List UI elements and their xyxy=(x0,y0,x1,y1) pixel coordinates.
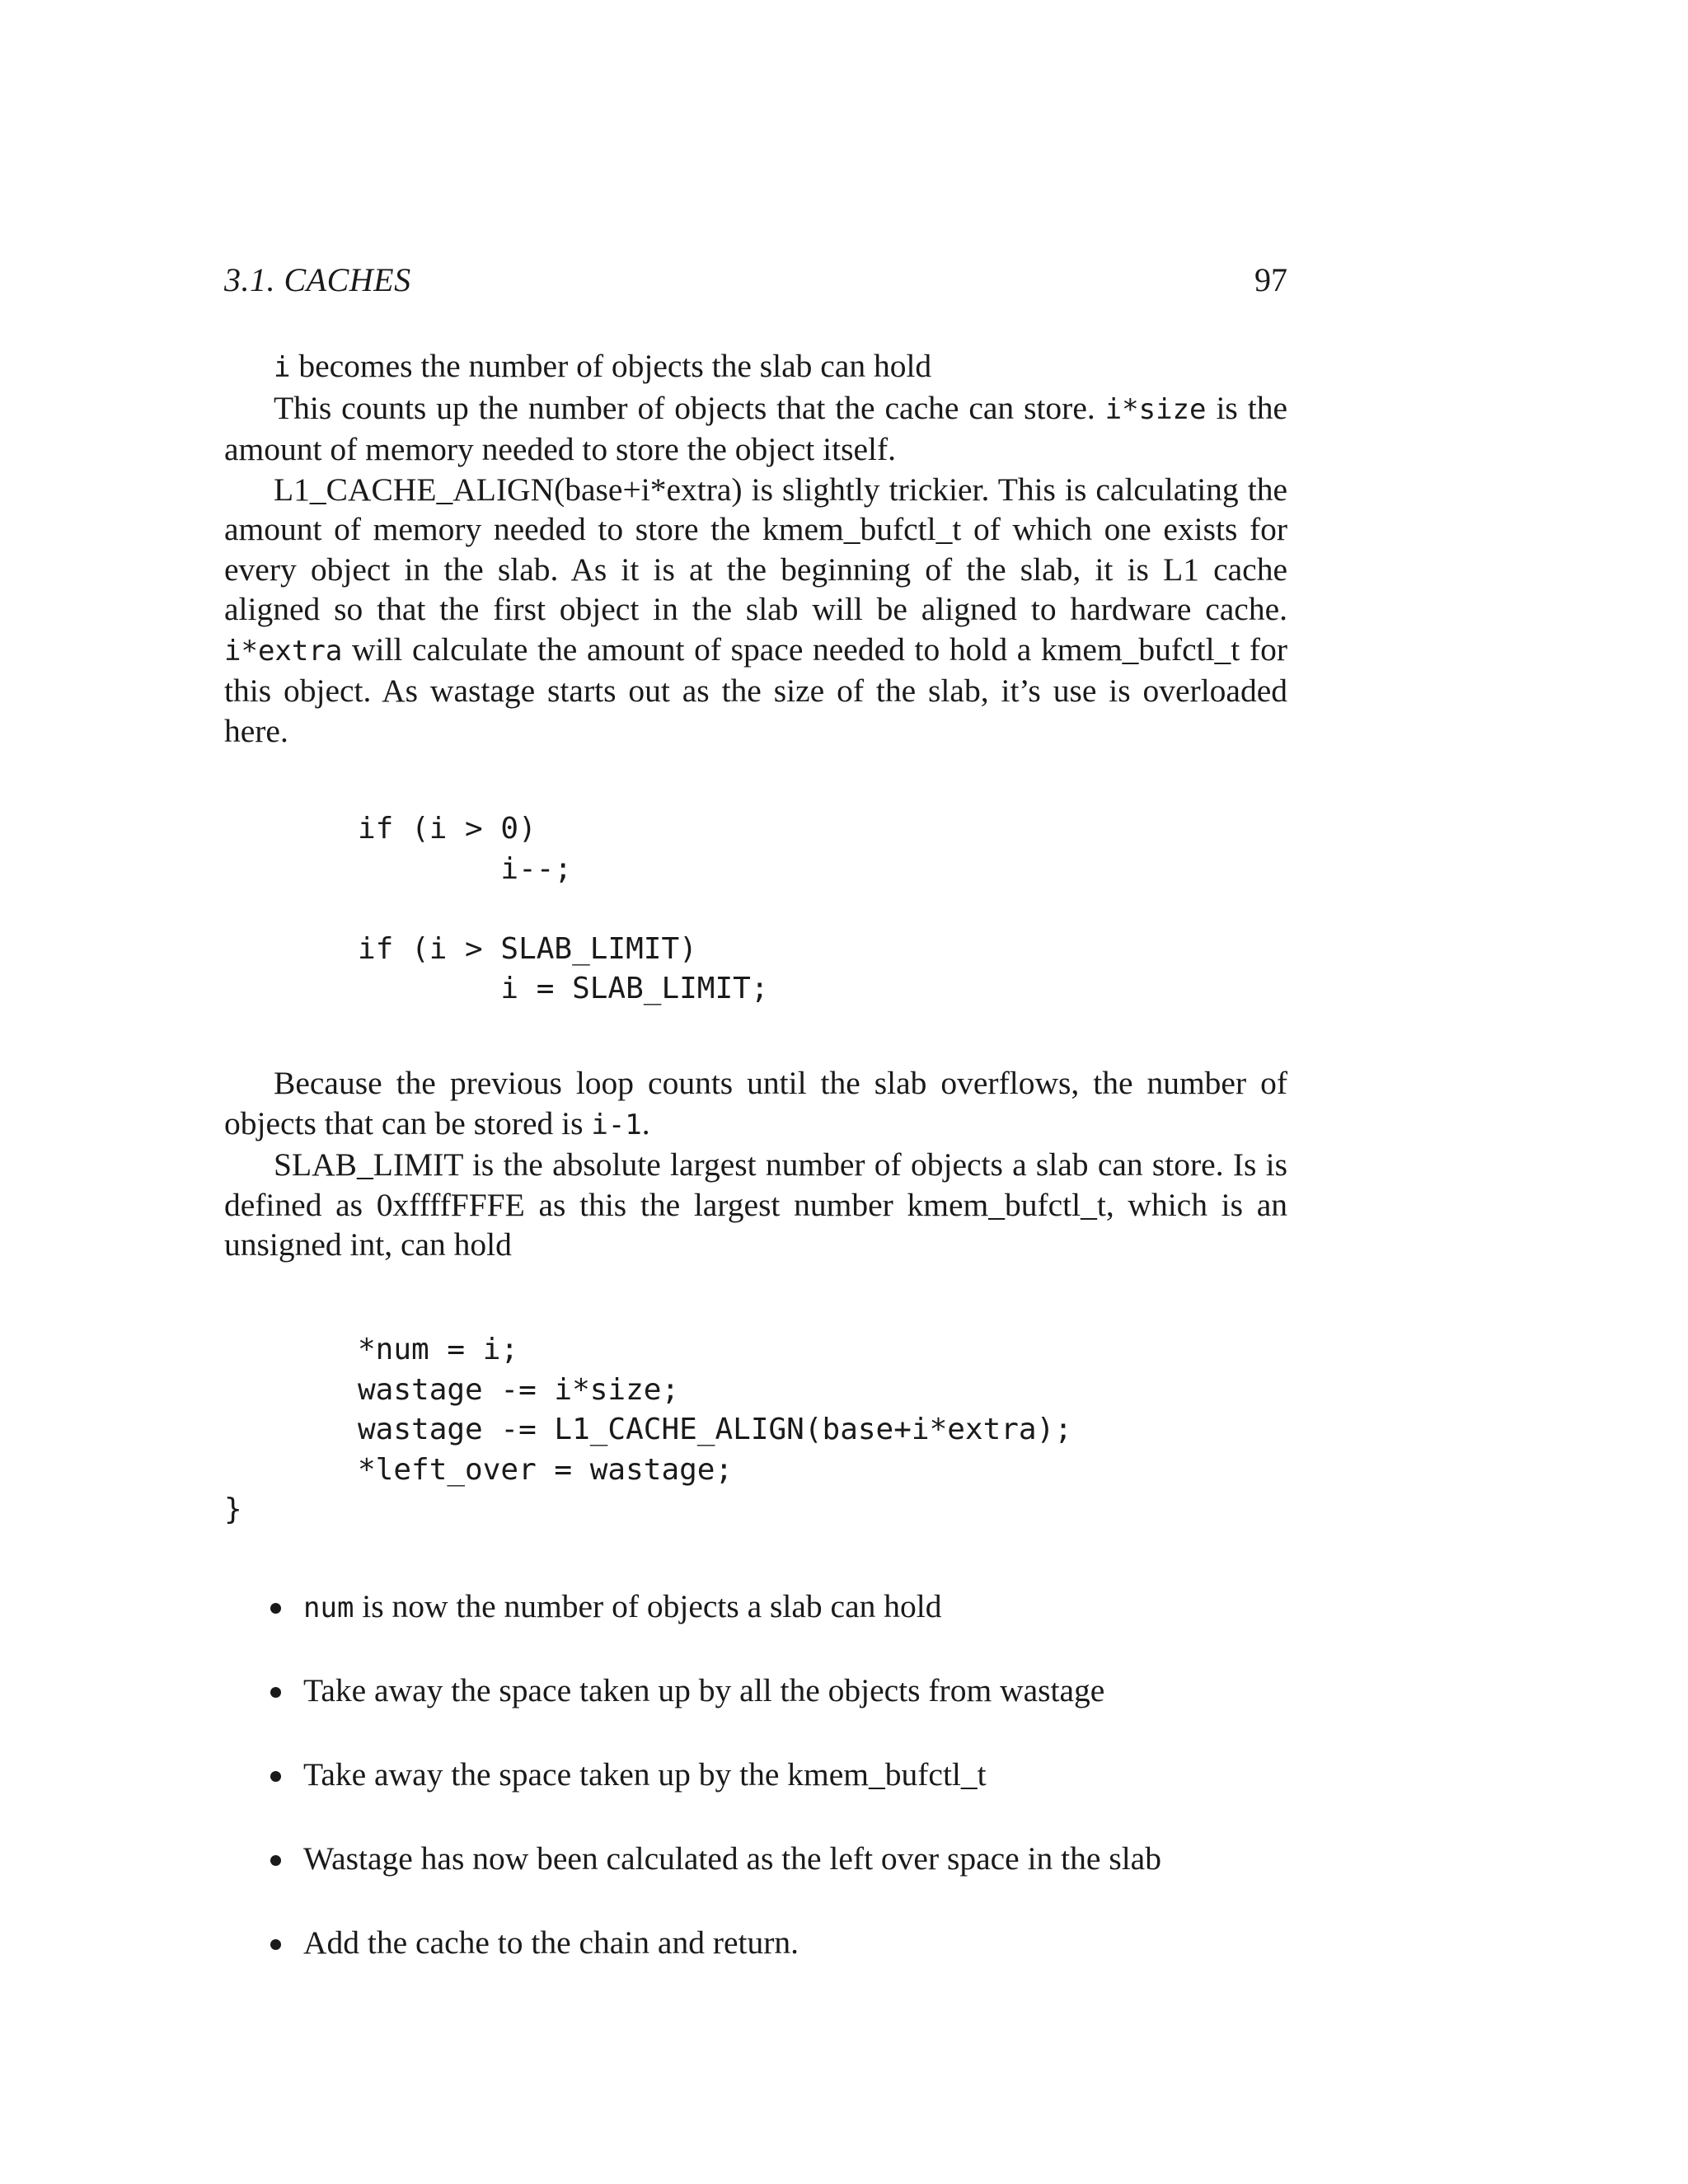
paragraph-i-becomes xyxy=(224,346,1287,388)
list-item xyxy=(224,1586,1287,1627)
paragraph-text: L1_CACHE_ALIGN(base+i*extra) is slightly trickier. This is calculating the amount of memory needed to store the kmem_bufctl_t of which one exists for every object in the slab. As it is at the beginning of the slab, it is L1 cache aligned so that the first object in the slab will be aligned to hardware cache. xyxy=(224,471,1287,627)
paragraph-text: becomes the number of objects the slab can hold xyxy=(290,348,932,384)
list-item-text: Take away the space taken up by all the objects from wastage xyxy=(303,1672,1105,1708)
closing-brace: } xyxy=(224,1493,242,1526)
body-text-top xyxy=(224,346,1287,751)
bullet-icon xyxy=(270,1687,281,1698)
paragraph-text: is the amount of memory needed to store the object itself. xyxy=(224,389,1287,467)
list-item-text: Add the cache to the chain and return. xyxy=(303,1924,799,1961)
list-item-text: is now the number of objects a slab can hold xyxy=(354,1588,942,1624)
paragraph-previous-loop xyxy=(224,1063,1287,1145)
paragraph-slab-limit xyxy=(224,1145,1287,1265)
list-item xyxy=(224,1923,1287,1963)
bullet-icon xyxy=(270,1603,281,1614)
bullet-icon xyxy=(270,1939,281,1950)
body-text-middle xyxy=(224,1063,1287,1265)
inline-code: i*extra xyxy=(224,634,343,668)
paragraph-l1-cache-align xyxy=(224,470,1287,752)
running-header xyxy=(224,260,1287,301)
bullet-list xyxy=(224,1586,1287,2007)
inline-code: i xyxy=(274,351,291,384)
paragraph-text: SLAB_LIMIT is the absolute largest number of objects a slab can store. Is is defined as 0xffffFFFE as this the largest number kmem_bufctl_t, which is an unsigned int, can hold xyxy=(224,1146,1287,1263)
code-block-wastage: *num = i; wastage -= i*size; wastage -= L1_CACHE_ALIGN(base+i*extra); *left_over = wastage; xyxy=(358,1333,1072,1487)
list-item-text: Wastage has now been calculated as the left over space in the slab xyxy=(303,1840,1161,1877)
inline-code: num xyxy=(303,1591,354,1624)
bullet-icon xyxy=(270,1771,281,1782)
inline-code: i*size xyxy=(1104,392,1207,426)
paragraph-text: will calculate the amount of space needed to hold a kmem_bufctl_t for this object. As wastage starts out as the size of the slab, it’s use is overloaded here. xyxy=(224,630,1287,749)
section-title: 3.1. CACHES xyxy=(224,261,411,298)
page-number: 97 xyxy=(1254,261,1287,298)
list-item xyxy=(224,1755,1287,1795)
bullet-icon xyxy=(270,1855,281,1866)
inline-code: i-1 xyxy=(591,1108,642,1141)
paragraph-text: . xyxy=(641,1104,650,1141)
list-item xyxy=(224,1839,1287,1879)
paragraph-text: This counts up the number of objects that the cache can store. xyxy=(274,389,1105,426)
paragraph-text: Because the previous loop counts until the slab overflows, the number of objects that can be stored is xyxy=(224,1065,1287,1141)
list-item-text: Take away the space taken up by the kmem_bufctl_t xyxy=(303,1756,987,1793)
code-block-slab-limit-check: if (i > 0) i--; if (i > SLAB_LIMIT) i = SLAB_LIMIT; xyxy=(358,812,769,1005)
list-item xyxy=(224,1671,1287,1711)
paragraph-counts-up xyxy=(224,388,1287,470)
